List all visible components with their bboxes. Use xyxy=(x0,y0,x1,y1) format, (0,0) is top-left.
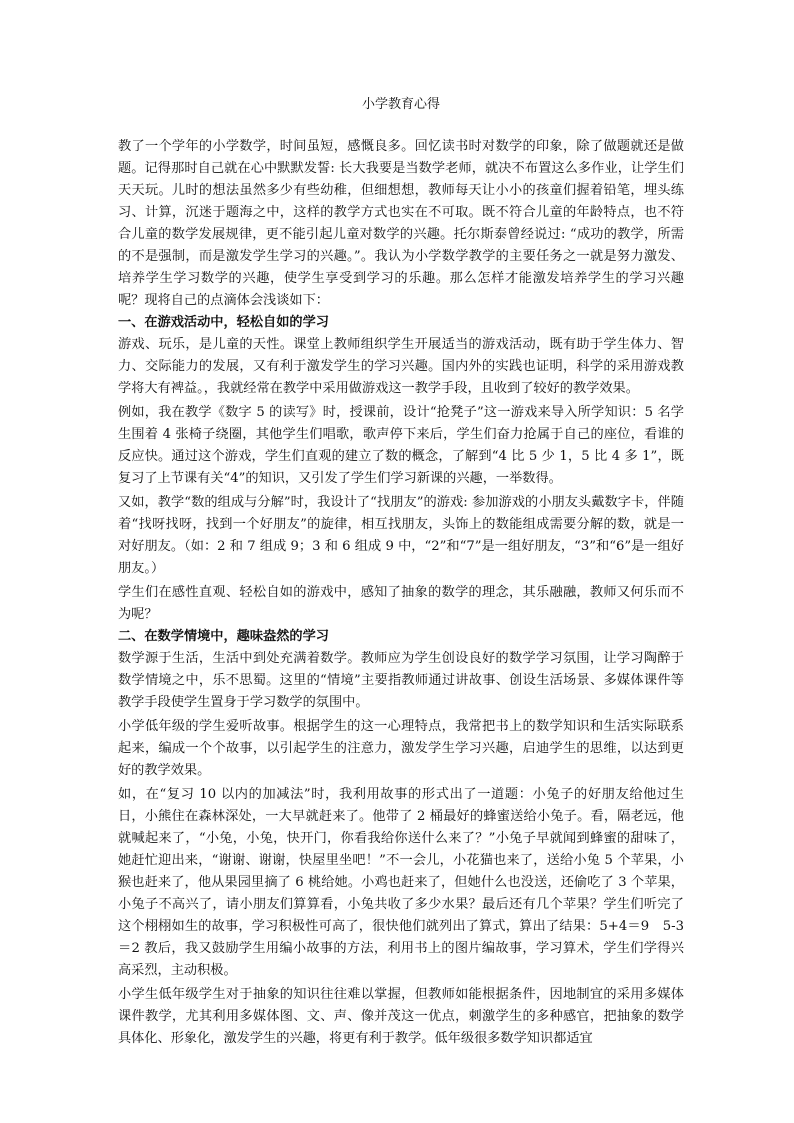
section-2-paragraph-1: 数学源于生活，生活中到处充满着数学。教师应为学生创设良好的数学学习氛围，让学习陶醉于数学情境之中，乐不思蜀。这里的“情境”主要指教师通过讲故事、创设生活场景、多媒体课件等教学手段使学生置身于学习数学的氛围中。 xyxy=(118,651,684,710)
section-1-paragraph-3: 又如，教学“数的组成与分解”时，我设计了“找朋友”的游戏: 参加游戏的小朋友头戴数字卡，伴随着“找呀找呀，找到一个好朋友”的旋律，相互找朋友，头饰上的数能组成需要分解的数，就是一对好朋友。（如：2 和 7 组成 9；3 和 6 组成 9 中，“2”和“7”是一组好朋友，“3”和“6”是一组好朋友。） xyxy=(118,495,684,576)
section-1-paragraph-4: 学生们在感性直观、轻松自如的游戏中，感知了抽象的数学的理念，其乐融融，教师又何乐而不为呢？ xyxy=(118,585,684,622)
section-2-paragraph-2: 小学低年级的学生爱听故事。根据学生的这一心理特点，我常把书上的数学知识和生活实际联系起来，编成一个个故事，以引起学生的注意力，激发学生学习兴趣，启迪学生的思维，以达到更好的教学效果。 xyxy=(118,719,684,778)
section-1-paragraph-1: 游戏、玩乐，是儿童的天性。课堂上教师组织学生开展适当的游戏活动，既有助于学生体力、智力、交际能力的发展，又有利于激发学生的学习兴趣。国内外的实践也证明，科学的采用游戏教学将大有裨益。，我就经常在教学中采用做游戏这一教学手段，且收到了较好的教学效果。 xyxy=(118,337,684,396)
section-2-heading: 二、在数学情境中，趣味盎然的学习 xyxy=(118,629,329,644)
intro-paragraph: 教了一个学年的小学数学，时间虽短，感慨良多。回忆读书时对数学的印象，除了做题就还是做题。记得那时自己就在心中默默发誓: 长大我要是当数学老师，就决不布置这么多作业，让学生们天天玩。儿时的想法虽然多少有些幼稚，但细想想，教师每天让小小的孩童们握着铅笔，埋头练习、计算，沉迷于题海之中，这样的教学方式也实在不可取。既不符合儿童的年龄特点，也不符合儿童的数学发展规律，更不能引起儿童对数学的兴趣。托尔斯泰曾经说过: “成功的教学，所需的不是强制，而是激发学生学习的兴趣。”。我认为小学数学教学的主要任务之一就是努力激发、培养学生学习数学的兴趣，使学生享受到学习的乐趣。那么怎样才能激发培养学生的学习兴趣呢？现将自己的点滴体会浅谈如下： xyxy=(118,139,684,308)
section-2-paragraph-3: 如，在“复习 10 以内的加减法”时，我利用故事的形式出了一道题：小兔子的好朋友给他过生日，小熊住在森林深处，一大早就赶来了。他带了 2 桶最好的蜂蜜送给小兔子。看，隔老远，他就喊起来了，“小兔，小兔，快开门，你看我给你送什么来了？”小兔子早就闻到蜂蜜的甜味了，她赶忙迎出来，“谢谢、谢谢，快屋里坐吧！”不一会儿，小花猫也来了，送给小兔 5 个苹果，小猴也赶来了，他从果园里摘了 6 桃给她。小鸡也赶来了，但她什么也没送，还偷吃了 3 个苹果，小兔子不高兴了，请小朋友们算算看，小兔共收了多少水果？最后还有几个苹果？学生们听完了这个栩栩如生的故事，学习积极性可高了，很快他们就列出了算式，算出了结果：5+4＝9 5-3＝2 教后，我又鼓励学生用编小故事的方法，利用书上的图片编故事，学习算术，学生们学得兴高采烈，主动积极。 xyxy=(118,787,684,978)
section-1-paragraph-2: 例如，我在教学《数字 5 的读写》时，授课前，设计“抢凳子”这一游戏来导入所学知识：5 名学生围着 4 张椅子绕圈，其他学生们唱歌，歌声停下来后，学生们奋力抢属于自己的座位，看谁的反应快。通过这个游戏，学生们直观的建立了数的概念，了解到“4 比 5 少 1，5 比 4 多 1”，既复习了上节课有关“4”的知识，又引发了学生们学习新课的兴趣，一举数得。 xyxy=(118,405,684,486)
section-2-paragraph-4: 小学生低年级学生对于抽象的知识往往难以掌握，但教师如能根据条件，因地制宜的采用多媒体课件教学，尤其利用多媒体图、文、声、像并茂这一优点，刺激学生的多种感官，把抽象的数学具体化、形象化，激发学生的兴趣，将更有利于教学。低年级很多数学知识都适宜 xyxy=(118,987,684,1046)
page-title: 小学教育心得 xyxy=(361,97,440,112)
section-1-heading: 一、在游戏活动中，轻松自如的学习 xyxy=(118,315,329,330)
document-page xyxy=(118,96,684,1050)
